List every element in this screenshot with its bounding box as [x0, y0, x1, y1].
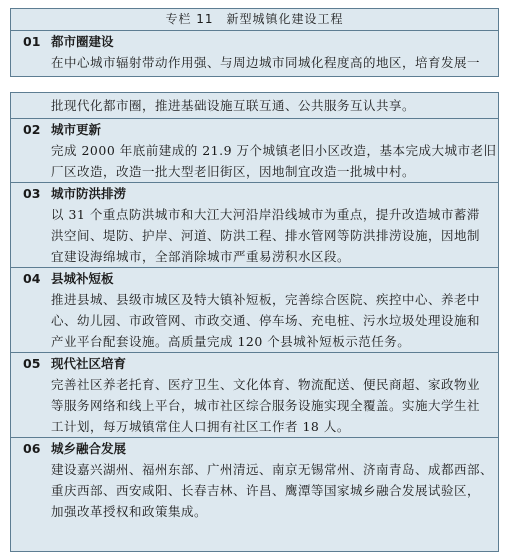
section-number: 04	[23, 271, 41, 286]
section-heading-row	[11, 438, 498, 459]
section-number: 06	[23, 441, 41, 456]
section-number: 02	[23, 122, 41, 137]
section-heading: 城市更新	[51, 122, 102, 137]
section-heading: 县城补短板	[51, 271, 114, 286]
section-heading: 城市防洪排涝	[51, 186, 127, 201]
section-line: 完善社区养老托育、医疗卫生、文化体育、物流配送、便民商超、家政物业	[51, 377, 481, 392]
section-02	[11, 119, 498, 183]
section-line: 工计划，每万城镇常住人口拥有社区工作者 18 人。	[51, 419, 350, 434]
section-line: 推进县城、县级市城区及特大镇补短板，完善综合医院、疾控中心、养老中	[51, 292, 481, 307]
section-heading-row	[11, 268, 498, 289]
section-04	[11, 268, 498, 353]
section-number: 03	[23, 186, 41, 201]
section-06	[11, 438, 498, 522]
section-heading: 都市圈建设	[51, 34, 114, 49]
column-panel-part-2	[10, 92, 499, 552]
section-03	[11, 183, 498, 268]
section-line: 产业平台配套设施。高质量完成 120 个县城补短板示范任务。	[51, 334, 411, 349]
section-line: 在中心城市辐射带动作用强、与周边城市同城化程度高的地区，培育发展一	[51, 55, 481, 70]
column-panel-part-1	[10, 8, 499, 77]
section-line: 等服务网络和线上平台，城市社区综合服务设施实现全覆盖。实施大学生社	[51, 398, 481, 413]
section-line: 建设嘉兴湖州、福州东部、广州清远、南京无锡常州、济南青岛、成都西部、	[51, 462, 494, 477]
section-heading: 城乡融合发展	[51, 441, 127, 456]
section-number: 05	[23, 356, 41, 371]
section-line: 加强改革授权和政策集成。	[51, 504, 208, 519]
section-heading-row	[11, 119, 498, 140]
section-01	[11, 31, 498, 73]
section-heading-row	[11, 183, 498, 204]
section-line: 宜建设海绵城市，全部消除城市严重易涝积水区段。	[51, 249, 351, 264]
section-heading: 现代社区培育	[51, 356, 127, 371]
section-heading-row	[11, 31, 498, 52]
section-heading-row	[11, 353, 498, 374]
section-05	[11, 353, 498, 438]
section-01-continued	[11, 93, 498, 119]
section-line: 厂区改造，改造一批大型老旧街区，因地制宜改造一批城中村。	[51, 164, 416, 179]
section-line: 洪空间、堤防、护岸、河道、防洪工程、排水管网等防洪排涝设施，因地制	[51, 228, 481, 243]
section-number: 01	[23, 34, 41, 49]
section-line: 批现代化都市圈，推进基础设施互联互通、公共服务互认共享。	[51, 98, 416, 113]
section-line: 重庆西部、西安咸阳、长春吉林、许昌、鹰潭等国家城乡融合发展试验区，	[51, 483, 481, 498]
section-line: 以 31 个重点防洪城市和大江大河沿岸沿线城市为重点，提升改造城市蓄滞	[51, 207, 480, 222]
section-line: 心、幼儿园、市政管网、市政交通、停车场、充电桩、污水垃圾处理设施和	[51, 313, 481, 328]
column-title: 专栏 11 新型城镇化建设工程	[11, 9, 498, 31]
section-line: 完成 2000 年底前建成的 21.9 万个城镇老旧小区改造，基本完成大城市老旧	[51, 143, 497, 158]
